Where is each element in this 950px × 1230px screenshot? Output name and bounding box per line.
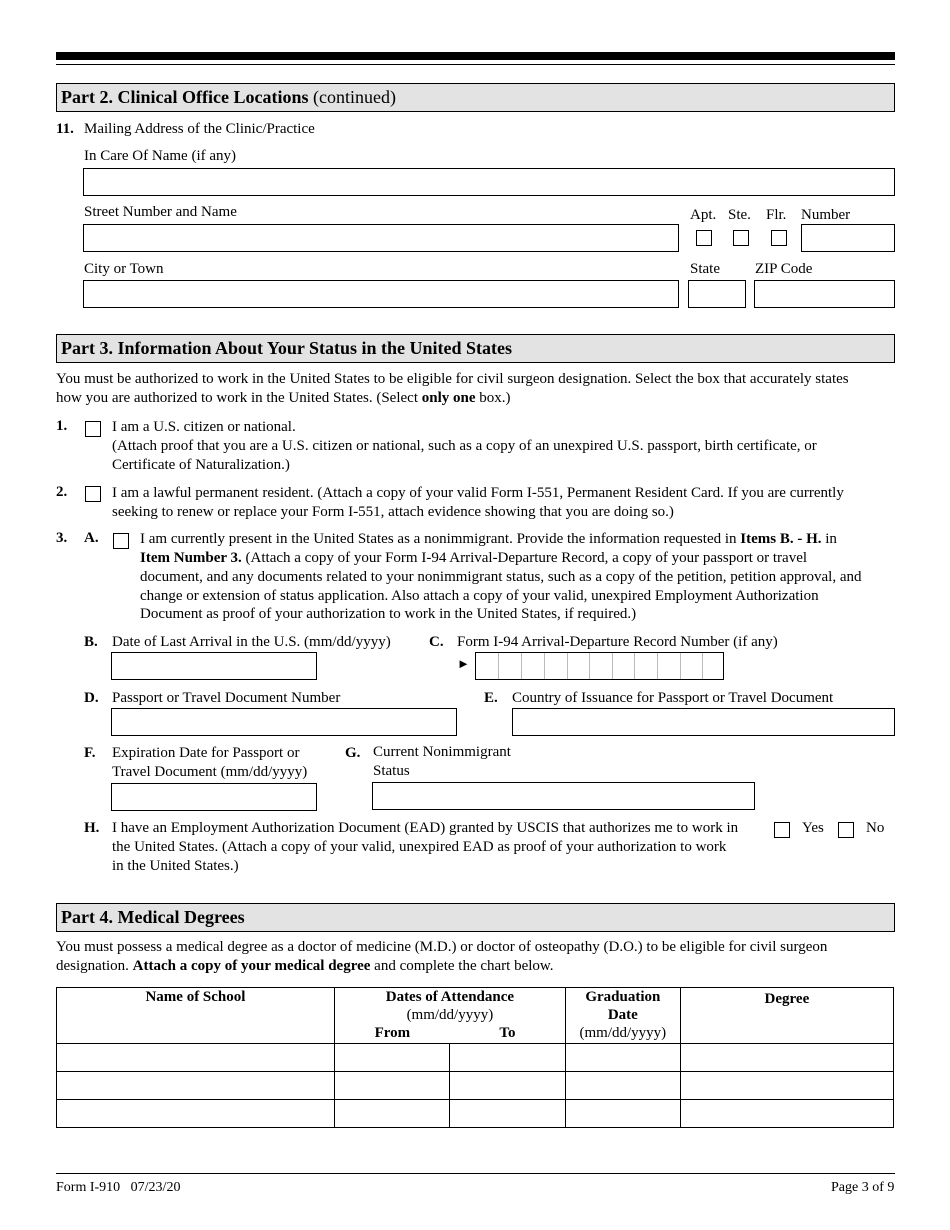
item3-letter-a: A. bbox=[84, 530, 99, 546]
state-label: State bbox=[690, 261, 720, 277]
item3g-label-line2: Status bbox=[373, 763, 410, 779]
item3-line2: Item Number 3. (Attach a copy of your Form I-94 Arrival-Departure Record, a copy of your passport or travel bbox=[140, 550, 808, 566]
part3-header: Part 3. Information About Your Status in the United States bbox=[56, 334, 895, 363]
ste-label: Ste. bbox=[728, 207, 751, 223]
item11-title: Mailing Address of the Clinic/Practice bbox=[84, 121, 315, 137]
item1-checkbox[interactable] bbox=[85, 421, 101, 437]
item1-line3: Certificate of Naturalization.) bbox=[112, 457, 290, 473]
ste-checkbox[interactable] bbox=[733, 230, 749, 246]
in-care-of-input[interactable] bbox=[83, 168, 895, 196]
street-input[interactable] bbox=[83, 224, 679, 252]
part4-header: Part 4. Medical Degrees bbox=[56, 903, 895, 932]
street-label: Street Number and Name bbox=[84, 204, 237, 220]
apt-number-input[interactable] bbox=[801, 224, 895, 252]
item3-line3: document, and any documents related to your nonimmigrant status, such as a copy of the petition, petition approval, and bbox=[140, 569, 862, 585]
arrow-icon: ► bbox=[457, 656, 470, 671]
item3-line4: change or extension of status application. Also attach a copy of your valid, unexpired Employment Authorization bbox=[140, 588, 819, 604]
item1-line1: I am a U.S. citizen or national. bbox=[112, 419, 296, 435]
passport-country-input[interactable] bbox=[512, 708, 895, 736]
zip-label: ZIP Code bbox=[755, 261, 813, 277]
from-cell[interactable] bbox=[334, 1072, 450, 1100]
item3b-letter: B. bbox=[84, 634, 98, 650]
footer-rule bbox=[56, 1173, 895, 1174]
city-input[interactable] bbox=[83, 280, 679, 308]
top-rule-thin bbox=[56, 64, 895, 65]
footer-page-number: Page 3 of 9 bbox=[831, 1180, 895, 1195]
item3-line5: Document as proof of your authorization to work in the United States, if required.) bbox=[140, 606, 637, 622]
item3d-label: Passport or Travel Document Number bbox=[112, 690, 341, 706]
zip-input[interactable] bbox=[754, 280, 895, 308]
item3a-checkbox[interactable] bbox=[113, 533, 129, 549]
item3f-letter: F. bbox=[84, 745, 96, 761]
item2-checkbox[interactable] bbox=[85, 486, 101, 502]
col-graduation-header: Graduation Date (mm/dd/yyyy) bbox=[565, 988, 680, 1044]
part4-intro-line1: You must possess a medical degree as a doctor of medicine (M.D.) or doctor of osteopathy (D.O.) to be eligible for civil surgeon bbox=[56, 939, 828, 955]
degree-cell[interactable] bbox=[680, 1100, 893, 1128]
apt-checkbox[interactable] bbox=[696, 230, 712, 246]
to-cell[interactable] bbox=[450, 1044, 566, 1072]
i94-number-input[interactable] bbox=[475, 652, 724, 680]
passport-expiration-input[interactable] bbox=[111, 783, 317, 811]
passport-number-input[interactable] bbox=[111, 708, 457, 736]
school-cell[interactable] bbox=[57, 1072, 335, 1100]
table-row bbox=[57, 1072, 894, 1100]
item3c-letter: C. bbox=[429, 634, 444, 650]
item3d-letter: D. bbox=[84, 690, 99, 706]
item3h-line2: the United States. (Attach a copy of your valid, unexpired EAD as proof of your authorization to work bbox=[112, 839, 727, 855]
item3g-letter: G. bbox=[345, 745, 361, 761]
degree-cell[interactable] bbox=[680, 1072, 893, 1100]
graduation-cell[interactable] bbox=[565, 1072, 680, 1100]
graduation-cell[interactable] bbox=[565, 1044, 680, 1072]
item2-number: 2. bbox=[56, 484, 68, 500]
item3-number: 3. bbox=[56, 530, 68, 546]
item3h-letter: H. bbox=[84, 820, 100, 836]
item3e-label: Country of Issuance for Passport or Travel Document bbox=[512, 690, 834, 706]
col-dates-header: Dates of Attendance (mm/dd/yyyy) From To bbox=[334, 988, 565, 1044]
graduation-cell[interactable] bbox=[565, 1100, 680, 1128]
col-school-header: Name of School bbox=[57, 988, 335, 1044]
from-cell[interactable] bbox=[334, 1044, 450, 1072]
part3-intro-line1: You must be authorized to work in the United States to be eligible for civil surgeon designation. Select the box that accurately states bbox=[56, 371, 849, 387]
item2-line1: I am a lawful permanent resident. (Attach a copy of your valid Form I-551, Permanent Resident Card. If you are currently bbox=[112, 485, 844, 501]
arrival-date-input[interactable] bbox=[111, 652, 317, 680]
part3-intro-line2: how you are authorized to work in the United States. (Select only one box.) bbox=[56, 390, 511, 406]
from-cell[interactable] bbox=[334, 1100, 450, 1128]
medical-degrees-table bbox=[56, 987, 894, 1128]
item3h-line1: I have an Employment Authorization Document (EAD) granted by USCIS that authorizes me to work in bbox=[112, 820, 739, 836]
footer-form-id: Form I-910 07/23/20 bbox=[56, 1180, 181, 1195]
nonimmigrant-status-input[interactable] bbox=[372, 782, 755, 810]
item3-line1: I am currently present in the United States as a nonimmigrant. Provide the information requested in Items B. - H. in bbox=[140, 531, 837, 547]
ead-yes-checkbox[interactable] bbox=[774, 822, 790, 838]
item3b-label: Date of Last Arrival in the U.S. (mm/dd/yyyy) bbox=[112, 634, 391, 650]
to-cell[interactable] bbox=[450, 1100, 566, 1128]
table-header-row bbox=[57, 988, 894, 1044]
city-label: City or Town bbox=[84, 261, 164, 277]
col-degree-header: Degree bbox=[680, 988, 893, 1044]
part2-header: Part 2. Clinical Office Locations (continued) bbox=[56, 83, 895, 112]
degree-cell[interactable] bbox=[680, 1044, 893, 1072]
school-cell[interactable] bbox=[57, 1100, 335, 1128]
item2-line2: seeking to renew or replace your Form I-551, attach evidence showing that you are doing so.) bbox=[112, 504, 674, 520]
number-label: Number bbox=[801, 207, 851, 223]
item3e-letter: E. bbox=[484, 690, 498, 706]
to-cell[interactable] bbox=[450, 1072, 566, 1100]
part4-intro-line2: designation. Attach a copy of your medical degree and complete the chart below. bbox=[56, 958, 554, 974]
ead-no-checkbox[interactable] bbox=[838, 822, 854, 838]
item1-line2: (Attach proof that you are a U.S. citizen or national, such as a copy of an unexpired U.S. passport, birth certificate, or bbox=[112, 438, 817, 454]
table-row bbox=[57, 1044, 894, 1072]
item3f-label-line2: Travel Document (mm/dd/yyyy) bbox=[112, 764, 308, 780]
item3c-label: Form I-94 Arrival-Departure Record Number (if any) bbox=[457, 634, 778, 650]
item3f-label-line1: Expiration Date for Passport or bbox=[112, 745, 300, 761]
item1-number: 1. bbox=[56, 418, 68, 434]
top-rule-thick bbox=[56, 52, 895, 60]
flr-checkbox[interactable] bbox=[771, 230, 787, 246]
apt-label: Apt. bbox=[690, 207, 717, 223]
flr-label: Flr. bbox=[766, 207, 787, 223]
school-cell[interactable] bbox=[57, 1044, 335, 1072]
item3g-label-line1: Current Nonimmigrant bbox=[373, 744, 511, 760]
item3h-line3: in the United States.) bbox=[112, 858, 239, 874]
state-input[interactable] bbox=[688, 280, 746, 308]
item11-number: 11. bbox=[56, 121, 74, 137]
in-care-of-label: In Care Of Name (if any) bbox=[84, 148, 237, 164]
ead-no-label: No bbox=[866, 820, 885, 836]
ead-yes-label: Yes bbox=[802, 820, 824, 836]
table-row bbox=[57, 1100, 894, 1128]
